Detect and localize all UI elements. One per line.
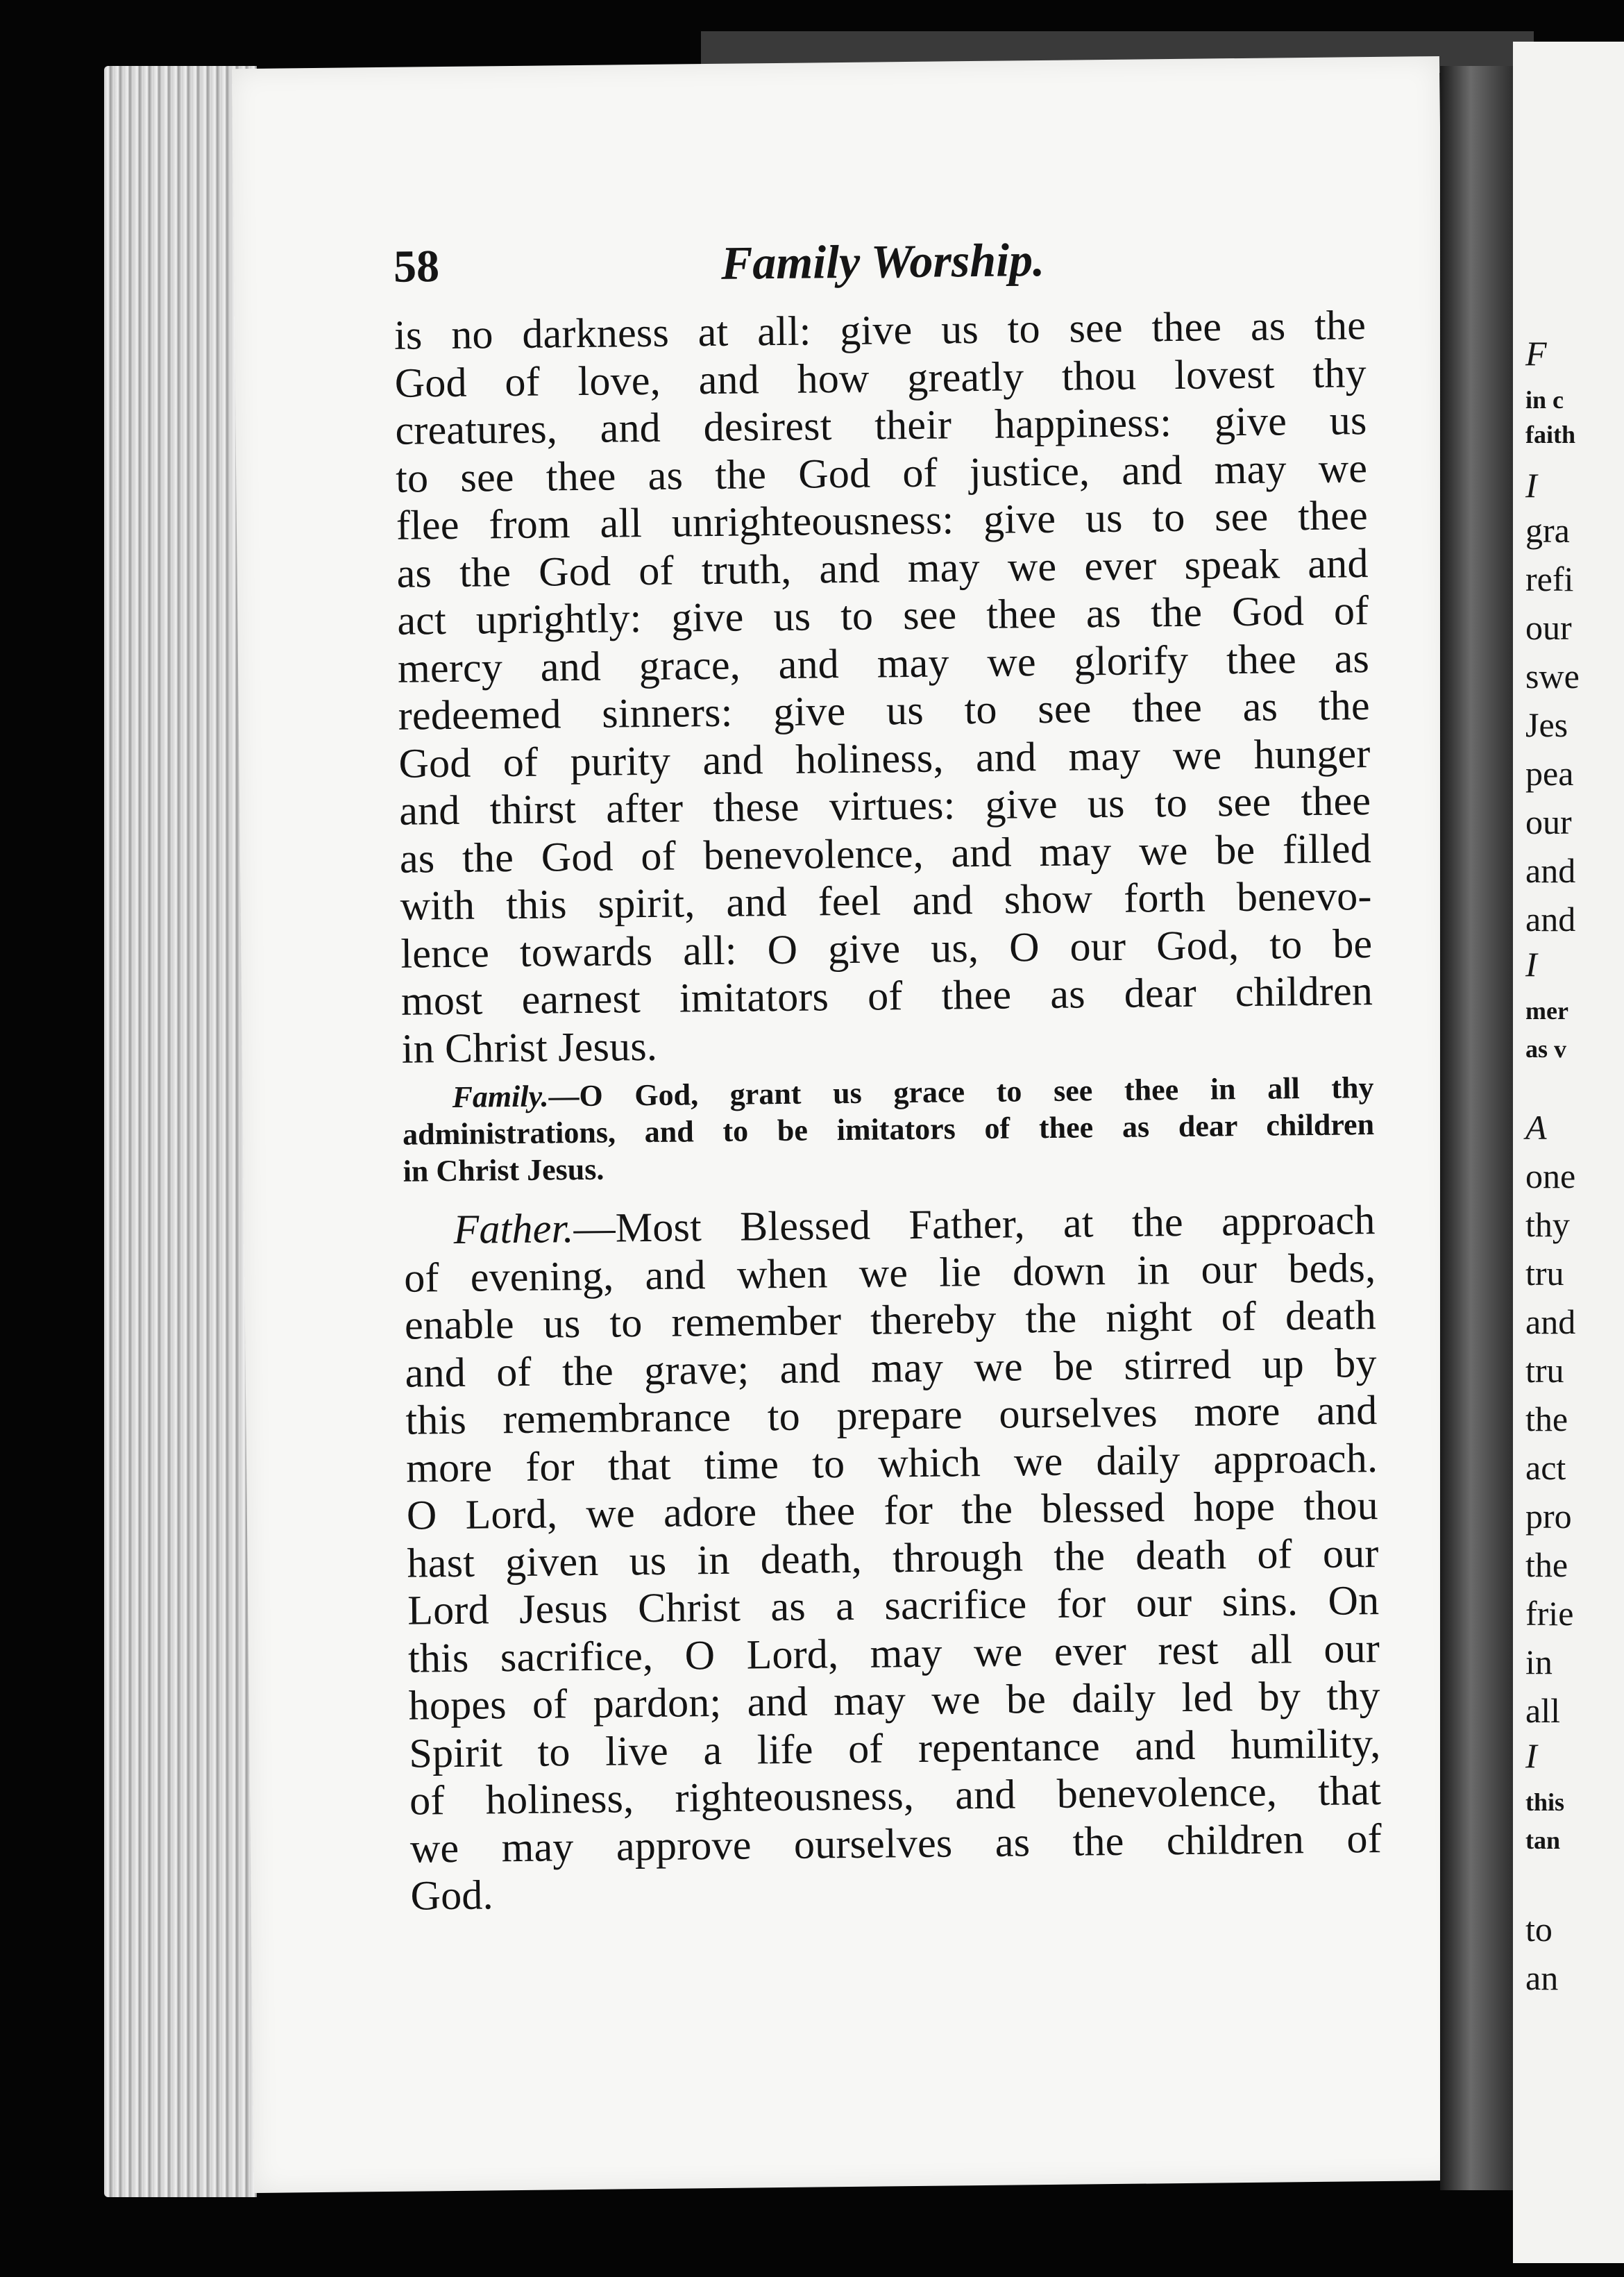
speaker-label-family: Family. <box>452 1079 549 1114</box>
facing-page-text: pea <box>1525 754 1574 793</box>
text-line: hast given us in death, through the death of our <box>407 1529 1379 1586</box>
text-line: administrations, and to be imitators of thee as dear children <box>402 1107 1375 1152</box>
facing-page-text: and <box>1525 900 1576 939</box>
facing-page-text: faith <box>1525 421 1575 448</box>
text-line: of evening, and when we lie down in our beds, <box>403 1244 1376 1301</box>
facing-page-text: as v <box>1525 1035 1567 1063</box>
text-line: hopes of pardon; and may we be daily led by thy <box>408 1672 1380 1729</box>
text-line: Spirit to live a life of repentance and humility, <box>409 1720 1381 1776</box>
text-line: O Lord, we adore thee for the blessed hope thou <box>406 1482 1379 1538</box>
text-line: as the God of truth, and may we ever speak and <box>396 539 1369 596</box>
text-line: as the God of benevolence, and may we be filled <box>399 825 1372 882</box>
facing-page-text: thy <box>1525 1205 1570 1244</box>
text-line: and of the grave; and may we be stirred up by <box>405 1339 1377 1396</box>
text-line: mercy and grace, and may we glorify thee as <box>397 635 1370 691</box>
facing-page-text: our <box>1525 803 1572 841</box>
text-line: God of love, and how greatly thou lovest thy <box>394 349 1367 406</box>
text-line: creatures, and desirest their happiness: give us <box>395 397 1367 453</box>
book-gutter <box>1440 66 1516 2190</box>
facing-page-text: tru <box>1525 1351 1564 1390</box>
facing-page-text: I <box>1525 1736 1537 1775</box>
facing-page-text: the <box>1525 1400 1568 1438</box>
facing-page-text: A <box>1525 1108 1547 1147</box>
running-head: Family Worship. <box>720 233 1045 289</box>
facing-page-fragment <box>1513 42 1624 2263</box>
facing-page-text: mer <box>1525 997 1568 1025</box>
facing-page-text: frie <box>1525 1594 1574 1633</box>
text-line: redeemed sinners: give us to see thee as the <box>398 682 1371 739</box>
facing-page-text: all <box>1525 1691 1560 1730</box>
facing-page-text: act <box>1525 1448 1566 1487</box>
text-line: lence towards all: O give us, O our God, to be <box>400 920 1373 977</box>
book-page <box>232 56 1462 2193</box>
facing-page-text: and <box>1525 1302 1576 1341</box>
facing-page-text: an <box>1525 1958 1559 1997</box>
text-line: more for that time to which we daily approach. <box>405 1434 1378 1491</box>
text-line: with this spirit, and feel and show forth benevo- <box>400 873 1372 929</box>
facing-page-text: the <box>1525 1545 1568 1584</box>
facing-page-text: refi <box>1525 560 1574 598</box>
text-line: of holiness, righteousness, and benevolence, that <box>409 1767 1382 1824</box>
facing-page-text: in <box>1525 1642 1553 1681</box>
paragraph-intro <box>394 301 1373 1073</box>
page-header <box>393 217 1372 303</box>
text-line: flee from all unrighteousness: give us to see thee <box>396 492 1369 548</box>
facing-page-text: this <box>1525 1788 1565 1816</box>
speaker-label-father: Father. <box>453 1205 574 1252</box>
text-line: God. <box>410 1872 494 1919</box>
facing-page-text: one <box>1525 1157 1576 1195</box>
facing-page-text: and <box>1525 851 1576 890</box>
facing-page-text: gra <box>1525 511 1570 550</box>
text-line: in Christ Jesus. <box>401 1023 658 1072</box>
facing-page-text: swe <box>1525 657 1580 696</box>
text-line: Lord Jesus Christ as a sacrifice for our sins. On <box>407 1577 1380 1633</box>
facing-page-text: Jes <box>1525 705 1568 744</box>
family-response <box>402 1069 1375 1190</box>
facing-page-text: our <box>1525 608 1572 647</box>
facing-page-text: in c <box>1525 386 1564 414</box>
text-line: is no darkness at all: give us to see thee as the <box>394 302 1367 358</box>
page-edges-stack <box>104 66 257 2197</box>
text-line: most earnest imitators of thee as dear children <box>400 968 1373 1024</box>
facing-page-text: I <box>1525 466 1537 505</box>
facing-page-text: tan <box>1525 1826 1561 1854</box>
page-body <box>394 301 1382 1919</box>
facing-page-text: pro <box>1525 1497 1572 1536</box>
facing-page-text: tru <box>1525 1254 1564 1293</box>
text-line: God of purity and holiness, and may we hunger <box>398 730 1371 787</box>
facing-page-text: F <box>1525 334 1547 373</box>
text-line: enable us to remember thereby the night of death <box>404 1292 1377 1348</box>
father-line-text: —Most Blessed Father, at the approach <box>573 1197 1376 1252</box>
text-line: this remembrance to prepare ourselves more and <box>405 1387 1378 1443</box>
family-line-text: —O God, grant us grace to see thee in all thy <box>548 1070 1374 1114</box>
father-prayer <box>403 1196 1382 1919</box>
text-line: this sacrifice, O Lord, may we ever rest all our <box>407 1624 1380 1681</box>
text-line: and thirst after these virtues: give us to see thee <box>398 778 1371 834</box>
page-number: 58 <box>393 241 440 292</box>
text-line: in Christ Jesus. <box>403 1152 604 1188</box>
text-line: to see thee as the God of justice, and may we <box>395 444 1368 501</box>
facing-page-text: I <box>1525 945 1537 984</box>
facing-page-text: to <box>1525 1910 1553 1949</box>
text-line: act uprightly: give us to see thee as the God of <box>397 587 1369 644</box>
text-line: we may approve ourselves as the children of <box>409 1815 1382 1872</box>
